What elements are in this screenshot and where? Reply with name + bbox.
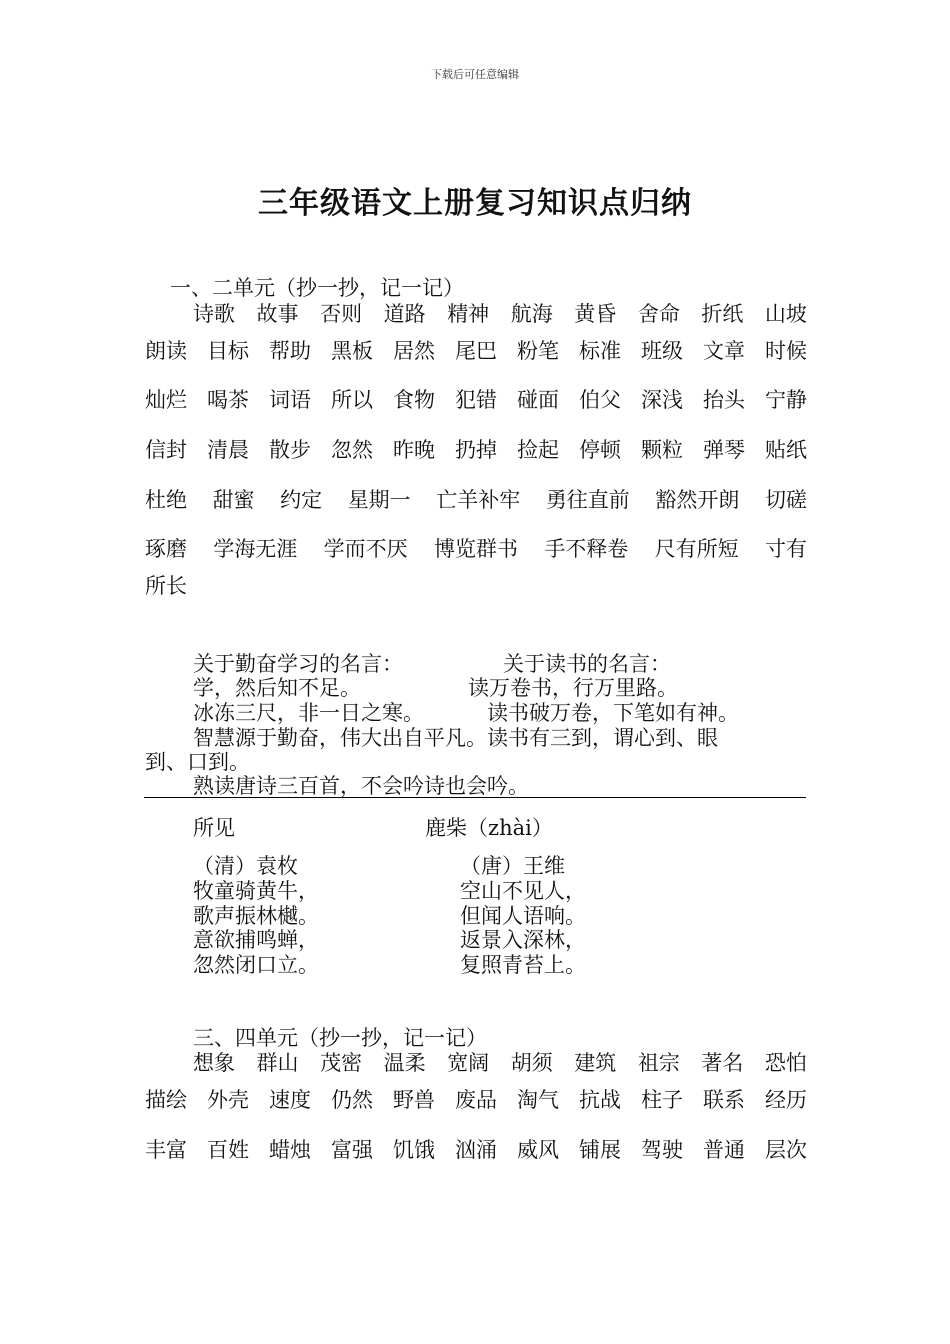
poem-left-title: 所见 xyxy=(193,816,235,840)
word: 清晨 xyxy=(207,438,249,462)
word: 停顿 xyxy=(579,438,621,462)
unit34-row-1 xyxy=(193,1047,807,1077)
word: 甜蜜 xyxy=(212,488,255,512)
word: 尾巴 xyxy=(455,339,497,363)
word: 黄昏 xyxy=(574,302,617,326)
word: 祖宗 xyxy=(637,1051,680,1075)
word: 抗战 xyxy=(579,1088,621,1112)
poem-right-line: 返景入深林， xyxy=(460,928,586,952)
word: 学而不厌 xyxy=(323,537,408,561)
word: 勇往直前 xyxy=(545,488,630,512)
word: 散步 xyxy=(269,438,311,462)
word: 普通 xyxy=(703,1138,745,1162)
word: 饥饿 xyxy=(393,1138,435,1162)
word: 野兽 xyxy=(393,1088,435,1112)
word: 恐怕 xyxy=(764,1051,807,1075)
word: 深浅 xyxy=(641,388,683,412)
word: 层次 xyxy=(765,1138,807,1162)
word: 帮助 xyxy=(269,339,311,363)
word: 杜绝 xyxy=(145,488,187,512)
word: 抬头 xyxy=(703,388,745,412)
word: 学海无涯 xyxy=(213,537,298,561)
word: 黑板 xyxy=(331,339,373,363)
word: 尺有所短 xyxy=(654,537,739,561)
study-quote-2: 冰冻三尺，非一日之寒。 xyxy=(193,701,424,725)
poem-right-line: 复照青苔上。 xyxy=(460,953,586,977)
word: 目标 xyxy=(207,339,249,363)
unit12-row-3 xyxy=(145,384,807,414)
word: 山坡 xyxy=(764,302,807,326)
word: 铺展 xyxy=(579,1138,621,1162)
word: 昨晚 xyxy=(393,438,435,462)
word: 伯父 xyxy=(579,388,621,412)
word: 仍然 xyxy=(331,1088,373,1112)
poem-left-line: 忽然闭口立。 xyxy=(193,953,319,977)
word: 茂密 xyxy=(320,1051,363,1075)
word: 蜡烛 xyxy=(269,1138,311,1162)
poem-left-author: （清）袁枚 xyxy=(193,854,298,878)
word: 星期一 xyxy=(347,488,411,512)
unit12-row-1 xyxy=(193,298,807,328)
word: 航海 xyxy=(510,302,553,326)
unit34-heading: 三、四单元（抄一抄，记一记） xyxy=(193,1026,487,1050)
word: 外壳 xyxy=(207,1088,249,1112)
word: 灿烂 xyxy=(145,388,187,412)
word: 百姓 xyxy=(207,1138,249,1162)
word: 弹琴 xyxy=(703,438,745,462)
word: 群山 xyxy=(256,1051,299,1075)
study-quotes-heading: 关于勤奋学习的名言： xyxy=(193,652,403,676)
word: 温柔 xyxy=(383,1051,426,1075)
word: 亡羊补牢 xyxy=(436,488,521,512)
unit12-row-4 xyxy=(145,434,807,464)
word: 驾驶 xyxy=(641,1138,683,1162)
word: 汹涌 xyxy=(455,1138,497,1162)
poem-right-author: （唐）王维 xyxy=(460,854,565,878)
word: 淘气 xyxy=(517,1088,559,1112)
word: 碰面 xyxy=(517,388,559,412)
word: 朗读 xyxy=(145,339,187,363)
poem-left-line: 牧童骑黄牛， xyxy=(193,879,319,903)
word: 切磋 xyxy=(764,488,807,512)
page-header: 下载后可任意编辑 xyxy=(431,68,519,81)
reading-quote-1: 读万卷书，行万里路。 xyxy=(468,676,678,700)
word: 宁静 xyxy=(765,388,807,412)
quote-line-3: 智慧源于勤奋，伟大出自平凡。读书有三到，谓心到、眼 xyxy=(193,726,718,750)
word: 描绘 xyxy=(145,1088,187,1112)
word: 经历 xyxy=(765,1088,807,1112)
word: 舍命 xyxy=(637,302,680,326)
unit12-row-tail: 所长 xyxy=(145,574,187,598)
word: 文章 xyxy=(703,339,745,363)
word: 博览群书 xyxy=(433,537,518,561)
word: 词语 xyxy=(269,388,311,412)
word: 否则 xyxy=(320,302,363,326)
word: 所以 xyxy=(331,388,373,412)
unit34-row-2 xyxy=(145,1084,807,1114)
word: 扔掉 xyxy=(455,438,497,462)
word: 标准 xyxy=(579,339,621,363)
unit34-row-3 xyxy=(145,1134,807,1164)
word: 豁然开朗 xyxy=(655,488,740,512)
word: 琢磨 xyxy=(145,537,187,561)
word: 班级 xyxy=(641,339,683,363)
word: 速度 xyxy=(269,1088,311,1112)
word: 约定 xyxy=(280,488,323,512)
word: 胡须 xyxy=(510,1051,553,1075)
word: 信封 xyxy=(145,438,187,462)
document-title: 三年级语文上册复习知识点归纳 xyxy=(258,186,692,221)
reading-quotes-heading: 关于读书的名言： xyxy=(503,652,671,676)
quote-line-4: 熟读唐诗三百首，不会吟诗也会吟。 xyxy=(193,774,529,798)
unit12-row-2 xyxy=(145,335,807,365)
word: 联系 xyxy=(703,1088,745,1112)
unit12-row-6 xyxy=(145,533,807,563)
word: 忽然 xyxy=(331,438,373,462)
poem-left-line: 意欲捕鸣蝉， xyxy=(193,928,319,952)
word: 宽阔 xyxy=(447,1051,490,1075)
unit12-row-5 xyxy=(145,484,807,514)
word: 手不释卷 xyxy=(544,537,629,561)
word: 威风 xyxy=(517,1138,559,1162)
word: 食物 xyxy=(393,388,435,412)
word: 故事 xyxy=(256,302,299,326)
word: 丰富 xyxy=(145,1138,187,1162)
word: 居然 xyxy=(393,339,435,363)
word: 粉笔 xyxy=(517,339,559,363)
poem-right-line: 空山不见人， xyxy=(460,879,586,903)
poem-right-title: 鹿柴（zhài） xyxy=(425,816,553,840)
word: 喝茶 xyxy=(207,388,249,412)
word: 柱子 xyxy=(641,1088,683,1112)
word: 时候 xyxy=(765,339,807,363)
section-divider xyxy=(144,797,806,798)
word: 建筑 xyxy=(574,1051,617,1075)
poem-left-line: 歌声振林樾。 xyxy=(193,904,319,928)
reading-quote-2: 读书破万卷，下笔如有神。 xyxy=(487,701,739,725)
word: 折纸 xyxy=(701,302,744,326)
word: 废品 xyxy=(455,1088,497,1112)
quote-line-3-cont: 到、口到。 xyxy=(145,750,250,774)
poem-right-line: 但闻人语响。 xyxy=(460,904,586,928)
study-quote-1: 学，然后知不足。 xyxy=(193,676,361,700)
word: 颗粒 xyxy=(641,438,683,462)
word: 寸有 xyxy=(764,537,807,561)
word: 道路 xyxy=(383,302,426,326)
word: 著名 xyxy=(701,1051,744,1075)
word: 富强 xyxy=(331,1138,373,1162)
word: 捡起 xyxy=(517,438,559,462)
word: 贴纸 xyxy=(765,438,807,462)
unit12-heading: 一、二单元（抄一抄，记一记） xyxy=(170,276,464,300)
word: 诗歌 xyxy=(193,302,235,326)
word: 想象 xyxy=(193,1051,235,1075)
word: 犯错 xyxy=(455,388,497,412)
word: 精神 xyxy=(447,302,490,326)
